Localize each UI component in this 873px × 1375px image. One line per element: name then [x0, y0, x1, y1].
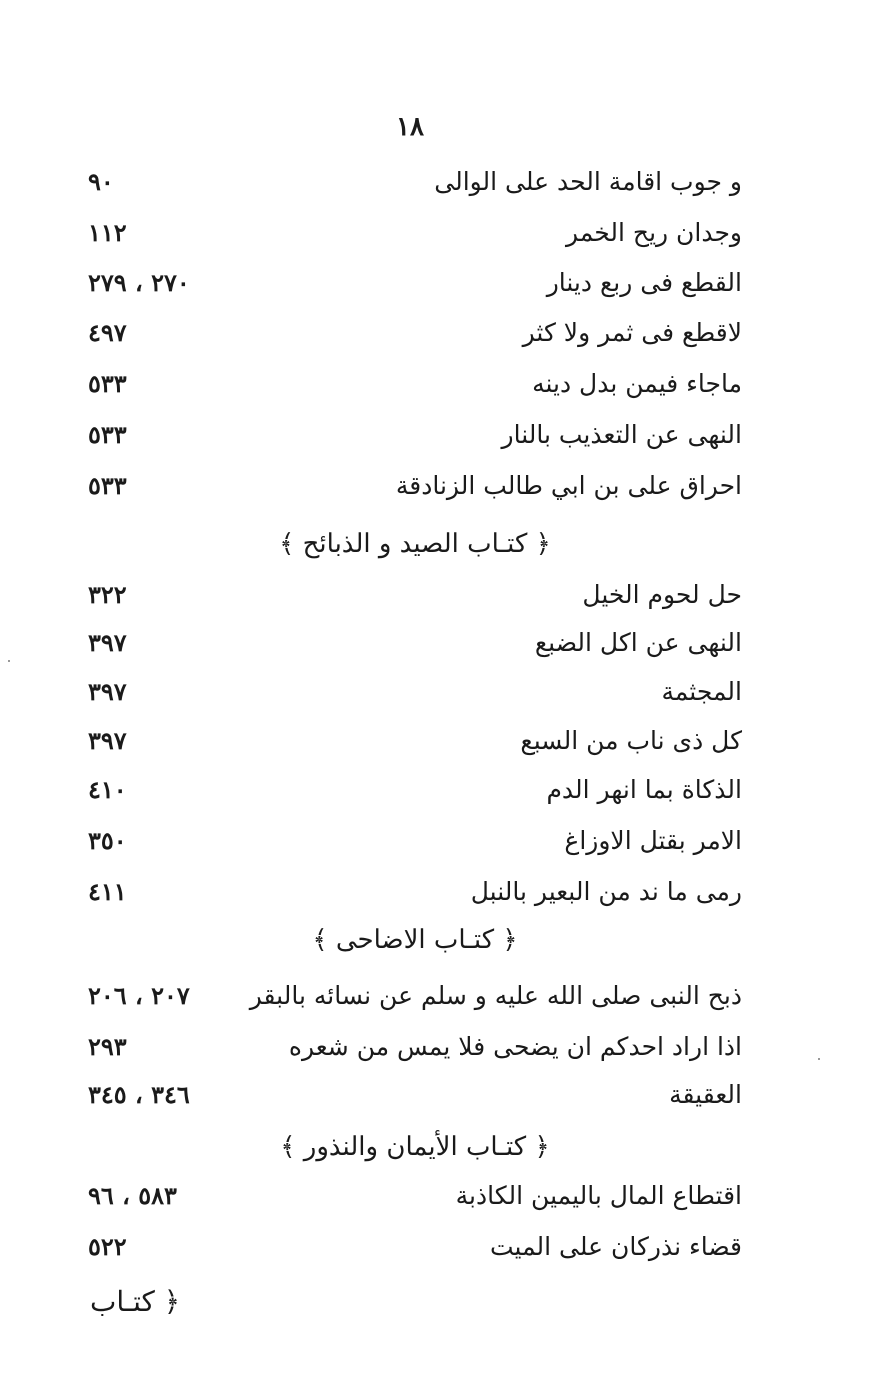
entry-title: وجدان ريح الخمر	[566, 218, 742, 247]
entry-pages: ٢٧٠ ، ٢٧٩	[88, 268, 190, 297]
entry-pages: ٥٣٣	[88, 471, 127, 500]
entry-title: القطع فى ربع دينار	[546, 268, 742, 297]
entry-pages: ١١٢	[88, 218, 127, 247]
entry-title: احراق على بن ابي طالب الزنادقة	[395, 471, 742, 500]
entry-pages: ٥٣٣	[88, 369, 127, 398]
page-number: ١٨	[396, 112, 424, 142]
index-entry	[88, 872, 742, 912]
entry-title: النهى عن التعذيب بالنار	[501, 420, 742, 449]
index-entry	[88, 162, 742, 202]
entry-pages: ٣٩٧	[88, 628, 127, 657]
entry-pages: ٥٨٣ ، ٩٦	[88, 1181, 177, 1210]
index-entry	[88, 1075, 742, 1115]
index-entry	[88, 313, 742, 353]
entry-pages: ٢٠٧ ، ٢٠٦	[88, 981, 190, 1010]
entry-title: لاقطع فى ثمر ولا كثر	[522, 318, 742, 347]
index-entry	[88, 721, 742, 761]
entry-pages: ٢٩٣	[88, 1032, 127, 1061]
entry-pages: ٣٩٧	[88, 726, 127, 755]
index-entry	[88, 1227, 742, 1267]
entry-title: الذكاة بما انهر الدم	[546, 775, 742, 804]
index-entry	[88, 976, 742, 1016]
entry-title: حل لحوم الخيل	[582, 580, 742, 609]
entry-pages: ٤٩٧	[88, 318, 127, 347]
index-entry	[88, 213, 742, 253]
entry-title: اقتطاع المال باليمين الكاذبة	[455, 1181, 742, 1210]
section-heading	[88, 918, 742, 962]
entry-pages: ٣٤٦ ، ٣٤٥	[88, 1080, 190, 1109]
section-title: ﴿ كتـاب الأيمان والنذور ﴾	[280, 1132, 550, 1162]
index-entry	[88, 263, 742, 303]
entry-pages: ٤١١	[88, 877, 127, 906]
entry-pages: ٣٥٠	[88, 826, 127, 855]
entry-title: قضاء نذركان على الميت	[489, 1232, 742, 1261]
index-entry	[88, 821, 742, 861]
entry-pages: ٣٢٢	[88, 580, 127, 609]
index-entry	[88, 466, 742, 506]
entry-pages: ٣٩٧	[88, 677, 127, 706]
section-heading	[88, 1125, 742, 1169]
scan-speck	[818, 1058, 820, 1060]
entry-title: و جوب اقامة الحد على الوالى	[434, 167, 742, 196]
index-entry	[88, 770, 742, 810]
index-entry	[88, 575, 742, 615]
section-heading	[88, 522, 742, 566]
entry-title: اذا اراد احدكم ان يضحى فلا يمس من شعره	[288, 1032, 742, 1061]
index-entry	[88, 623, 742, 663]
section-title: ﴿ كتـاب الصيد و الذبائح ﴾	[279, 529, 551, 559]
entry-title: العقيقة	[669, 1080, 742, 1109]
index-entry	[88, 364, 742, 404]
entry-title: الامر بقتل الاوزاغ	[564, 826, 742, 855]
catchword: ﴿ كتـاب	[90, 1285, 181, 1318]
entry-title: ماجاء فيمن بدل دينه	[532, 369, 742, 398]
entry-title: رمى ما ند من البعير بالنبل	[470, 877, 742, 906]
index-entry	[88, 415, 742, 455]
entry-title: النهى عن اكل الضبع	[534, 628, 742, 657]
index-entry	[88, 672, 742, 712]
section-title: ﴿ كتـاب الاضاحى ﴾	[312, 925, 518, 955]
entry-title: المجثمة	[661, 677, 742, 706]
index-entry	[88, 1027, 742, 1067]
entry-pages: ٥٢٢	[88, 1232, 127, 1261]
entry-pages: ٤١٠	[88, 775, 127, 804]
entry-title: كل ذى ناب من السبع	[520, 726, 742, 755]
entry-title: ذبح النبى صلى الله عليه و سلم عن نسائه بالبقر	[249, 981, 742, 1010]
entry-pages: ٥٣٣	[88, 420, 127, 449]
entry-pages: ٩٠	[88, 167, 114, 196]
scan-speck	[8, 660, 10, 662]
index-entry	[88, 1176, 742, 1216]
